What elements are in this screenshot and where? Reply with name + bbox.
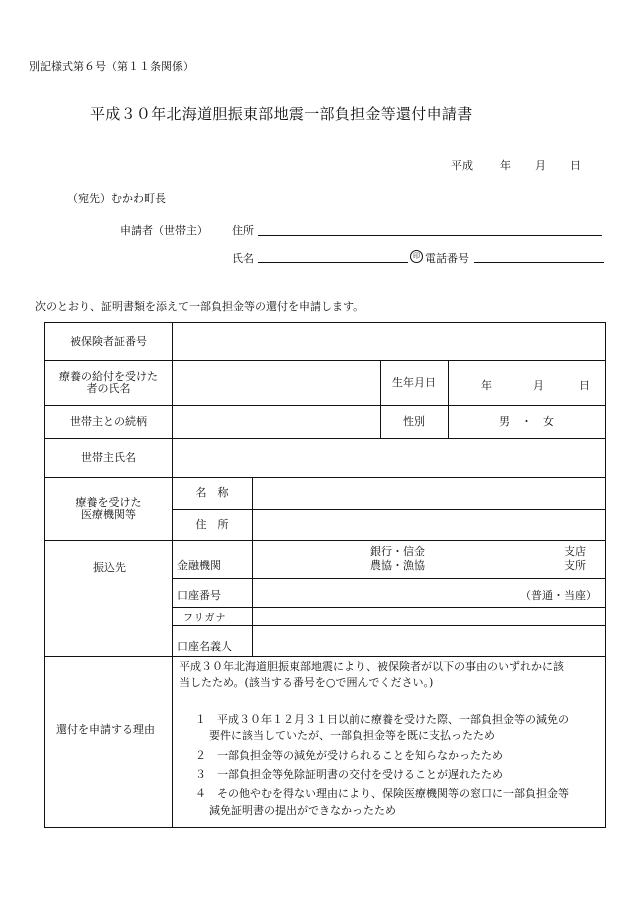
dob-year-label: 年: [481, 379, 492, 392]
seal-icon: 印: [410, 250, 423, 263]
date-era: 平成: [451, 159, 473, 172]
recipient-name-label-line2: 者の氏名: [86, 381, 131, 395]
name-label: 氏名: [232, 252, 254, 265]
transfer-label: 振込先: [93, 561, 126, 574]
reason-label: 還付を申請する理由: [56, 723, 155, 736]
account-holder-field[interactable]: [253, 626, 604, 655]
bank-label: 金融機関: [177, 559, 221, 572]
applicant-label: 申請者（世帯主）: [120, 224, 208, 237]
bank-type-1: 銀行・信金: [370, 545, 425, 558]
insured-number-field[interactable]: [173, 324, 604, 359]
branch-2: 支所: [564, 559, 586, 572]
reason-item-2[interactable]: ２ 一部負担金等の減免が受けられることを知らなかったため: [195, 749, 503, 762]
account-holder-label: 口座名義人: [177, 640, 232, 653]
reason-item-1-cont: 要件に該当していたが、一部負担金等を既に支払ったため: [209, 729, 495, 742]
account-number-label: 口座番号: [177, 589, 221, 602]
addressee: （宛先）むかわ町長: [67, 192, 166, 205]
page-title: 平成３０年北海道胆振東部地震一部負担金等還付申請書: [90, 105, 473, 123]
branch-1: 支店: [564, 545, 586, 558]
head-name-label: 世帯主氏名: [81, 450, 136, 464]
recipient-name-field[interactable]: [173, 361, 379, 404]
relation-field[interactable]: [173, 406, 379, 437]
date-month-label: 月: [535, 159, 546, 172]
account-type[interactable]: （普通・当座）: [520, 589, 597, 602]
inst-name-label: 名 称: [195, 486, 229, 499]
institution-label-line2: 医療機関等: [81, 507, 136, 521]
dob-day-label: 日: [579, 379, 590, 392]
intro-text: 次のとおり、証明書類を添えて一部負担金等の還付を申請します。: [35, 300, 365, 313]
form-id: 別記様式第６号（第１１条関係）: [29, 60, 194, 73]
relation-label: 世帯主との続柄: [70, 414, 147, 428]
name-field[interactable]: [258, 262, 408, 263]
reason-item-4-cont: 減免証明書の提出ができなかったため: [209, 804, 396, 817]
bank-field[interactable]: [253, 541, 604, 577]
reason-item-3[interactable]: ３ 一部負担金等免除証明書の交付を受けることが遅れたため: [195, 768, 503, 781]
furigana-field[interactable]: [253, 608, 604, 624]
phone-label: 電話番号: [425, 252, 469, 265]
dob-field[interactable]: [449, 361, 604, 404]
insured-number-label: 被保険者証番号: [70, 334, 147, 348]
dob-month-label: 月: [533, 379, 544, 392]
inst-address-field[interactable]: [253, 510, 604, 539]
reason-intro-line2: 当したため。(該当する番号を○で囲んでください。): [179, 676, 434, 689]
institution-label: [45, 477, 172, 540]
reason-item-4[interactable]: ４ その他やむを得ない理由により、保険医療機関等の窓口に一部負担金等: [195, 787, 569, 800]
dob-label: 生年月日: [392, 375, 436, 389]
sex-label: 性別: [403, 414, 425, 428]
inst-address-label: 住 所: [195, 517, 229, 531]
recipient-name-label-line1: 療養の給付を受けた: [59, 369, 158, 383]
head-name-field[interactable]: [173, 439, 604, 476]
sex-options[interactable]: 男 ・ 女: [499, 414, 554, 428]
address-field[interactable]: [258, 235, 602, 236]
reason-item-1[interactable]: １ 平成３０年１２月３１日以前に療養を受けた際、一部負担金等の減免の: [195, 713, 569, 726]
inst-name-field[interactable]: [253, 478, 604, 508]
institution-label-line1: 療養を受けた: [75, 495, 142, 509]
date-day-label: 日: [570, 159, 581, 172]
furigana-label: フリガナ: [183, 613, 227, 624]
form-table: [44, 322, 606, 828]
address-label: 住所: [232, 224, 254, 237]
phone-field[interactable]: [474, 262, 604, 263]
date-year-label: 年: [500, 159, 511, 172]
bank-type-2: 農協・漁協: [370, 559, 425, 572]
recipient-name-label: [45, 360, 172, 405]
reason-intro-line1: 平成３０年北海道胆振東部地震により、被保険者が以下の事由のいずれかに該: [179, 660, 564, 673]
